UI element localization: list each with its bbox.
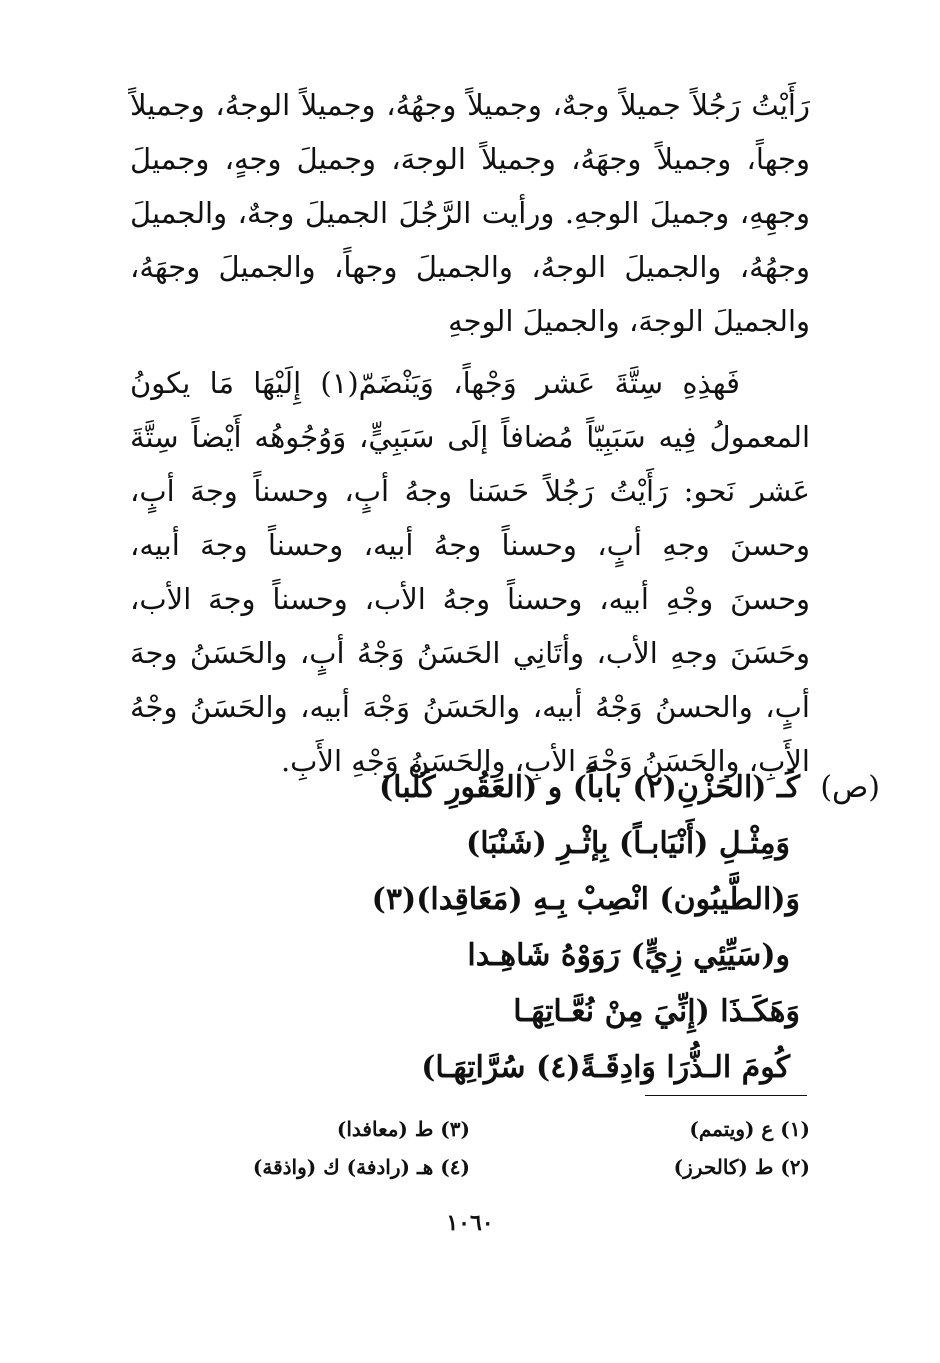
verse-block <box>130 760 880 1096</box>
footnote-3: (٣) ط (معافدا) <box>336 1117 470 1141</box>
footnote-2: (٢) ط (كالحرز) <box>673 1155 810 1179</box>
verse-row-4 <box>130 928 880 984</box>
main-text <box>130 78 810 796</box>
footnote-divider <box>645 1095 807 1096</box>
verse-line: كَـ (الحَزْنِ(٢) باباً) و (العَقُورِ كَلْبا) <box>378 770 800 805</box>
footnote-1: (١) ع (ويتمم) <box>689 1117 810 1141</box>
page-number: ١٠٦٠ <box>446 1210 494 1236</box>
footnote-4: (٤) هـ (رادفة) ك (واذقة) <box>252 1155 470 1179</box>
verse-row-5 <box>130 984 880 1040</box>
verse-line: و(سَيِّئِي زِيٍّ) رَوَوْهُ شَاهِـدا <box>467 938 790 973</box>
verse-row-1 <box>130 760 880 816</box>
paragraph-2: فَهذِهِ سِتَّةَ عَشر وَجْهاً، وَيَنْضَمّ(١) إِلَيْهَا مَا يكونُ المعمولُ فِيه سَبَبِيّاً مُضافاً إلَى سَبَبِيٍّ، وَوُجُوهُه أَيْضاً سِتَّةَ عَشر نَحو: رَأَيْتُ رَجُلاً حَسَنا وجهُ أبٍ، وحسناً وجهَ أبٍ، وحسنَ وجهِ أبٍ، وحسناً وجهُ أبيه، وحسناً وجهَ أبيه، وحسنَ وجْهِ أبيه، وحسناً وجهُ الأب، وحسناً وجهَ الأب، وحَسَنَ وجهِ الأب، وأتَانِي الحَسَنُ وَجْهُ أبٍ، والحَسَنُ وجهَ أبٍ، والحسنُ وَجْهُ أبيه، والحَسَنُ وَجْهَ أبيه، والحَسَنُ وجْهُ الأَبِ، والحَسَنُ وَجْهَ الأبِ، والحَسَنُ وَجْهِ الأَبِ. <box>130 366 810 778</box>
verse-row-6 <box>130 1040 880 1096</box>
verse-tag: (ص) <box>820 770 880 805</box>
verse-line: وَمِثْـلِ (أَنْيَابـاً) بِإثْـرِ (شَنْبَا) <box>466 826 790 861</box>
verse-line: وَ(الطَّيبُون) انْصِبْ بِـهِ (مَعَاقِدا)(٣) <box>371 882 800 917</box>
verse-line: وَهَكَـذَا (إِنِّيَ مِنْ نُعَّـاتِهَـا <box>513 994 800 1029</box>
footnotes-right-column <box>674 1110 810 1186</box>
verse-row-2 <box>130 816 880 872</box>
verse-row-3 <box>130 872 880 928</box>
footnotes-left-column <box>253 1110 470 1186</box>
paragraph-1: رَأَيْتُ رَجُلاً جميلاً وجهٌ، وجميلاً وجهُهُ، وجميلاً الوجهُ، وجميلاً وجهاً، وجميلاً وجهَهُ، وجميلاً الوجهَ، وجميلَ وجهٍ، وجميلَ وجهِهِ، وجميلَ الوجهِ. ورأيت الرَّجُلَ الجميلَ وجهٌ، والجميلَ وجهُهُ، والجميلَ الوجهُ، والجميلَ وجهاً، والجميلَ وجهَهُ، والجميلَ الوجهَ، والجميلَ الوجهِ <box>130 88 810 338</box>
verse-line: كُومَ الـذُّرَا وَادِقَـةً(٤) سُرَّاتِهَـا) <box>421 1050 790 1085</box>
